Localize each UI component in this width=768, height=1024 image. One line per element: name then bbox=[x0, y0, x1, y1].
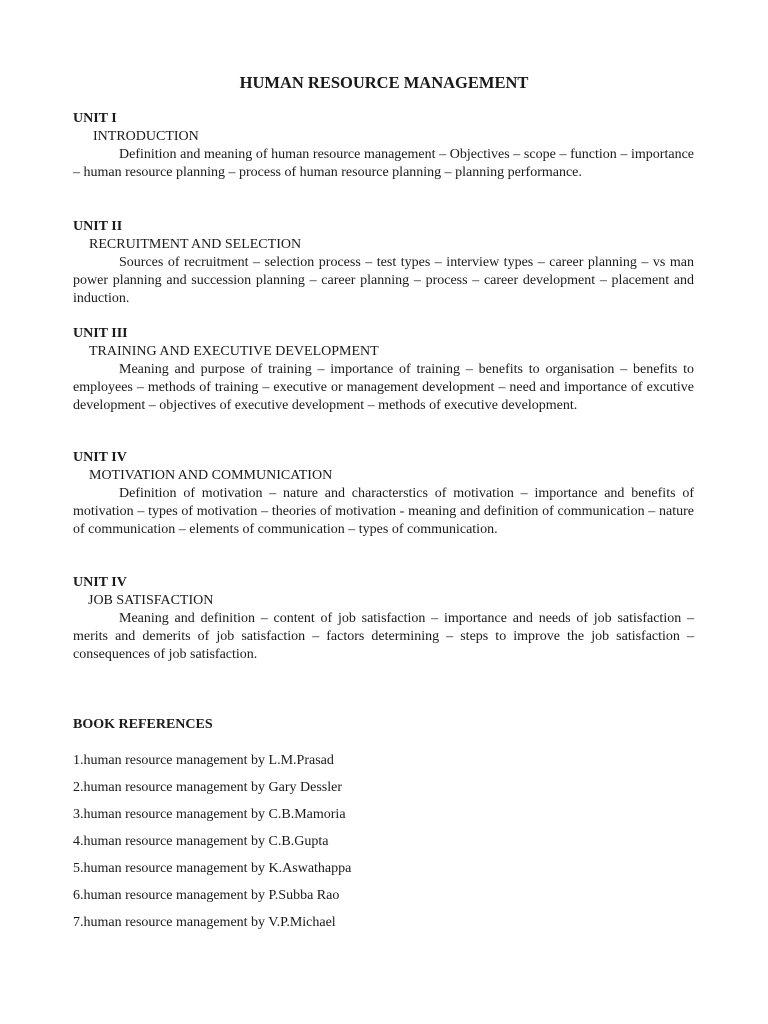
reference-item: 5.human resource management by K.Aswathappa bbox=[73, 861, 352, 876]
unit-heading: UNIT IV bbox=[73, 575, 127, 590]
unit-2-section bbox=[73, 218, 694, 308]
unit-heading: UNIT III bbox=[73, 326, 128, 341]
reference-item: 4.human resource management by C.B.Gupta bbox=[73, 834, 329, 849]
unit-description: Definition and meaning of human resource management – Objectives – scope – function – importance – human resource planning – process of human resource planning – planning performance. bbox=[73, 147, 694, 180]
reference-item: 3.human resource management by C.B.Mamoria bbox=[73, 807, 346, 822]
unit-description: Definition of motivation – nature and characterstics of motivation – importance and benefits of motivation – types of motivation – theories of motivation - meaning and definition of communication – nature of communication – elements of communication – types of communication. bbox=[73, 486, 694, 537]
unit-description: Sources of recruitment – selection process – test types – interview types – career planning – vs man power planning and succession planning – career planning – process – career development – placement and induction. bbox=[73, 255, 694, 306]
unit-subtitle: INTRODUCTION bbox=[93, 129, 199, 144]
reference-item: 2.human resource management by Gary Dessler bbox=[73, 780, 343, 795]
unit-heading: UNIT II bbox=[73, 219, 123, 234]
reference-item: 1.human resource management by L.M.Prasad bbox=[73, 753, 334, 768]
unit-description: Meaning and definition – content of job satisfaction – importance and needs of job satisfaction – merits and demerits of job satisfaction – factors determining – steps to improve the job satisfaction – consequences of job satisfaction. bbox=[73, 611, 694, 662]
book-references-list bbox=[73, 752, 351, 941]
unit-subtitle: JOB SATISFACTION bbox=[88, 593, 214, 608]
unit-4-section bbox=[73, 449, 694, 539]
unit-description: Meaning and purpose of training – importance of training – benefits to organisation – benefits to employees – methods of training – executive or management development – need and importance of excutive development – objectives of executive development – methods of executive development. bbox=[73, 362, 694, 413]
unit-subtitle: RECRUITMENT AND SELECTION bbox=[89, 237, 302, 252]
reference-item: 6.human resource management by P.Subba Rao bbox=[73, 888, 340, 903]
reference-item: 7.human resource management by V.P.Michael bbox=[73, 915, 336, 930]
unit-heading: UNIT I bbox=[73, 111, 117, 126]
book-references-heading: BOOK REFERENCES bbox=[73, 717, 213, 732]
unit-1-section bbox=[73, 110, 694, 182]
document-title: HUMAN RESOURCE MANAGEMENT bbox=[239, 73, 529, 92]
unit-subtitle: MOTIVATION AND COMMUNICATION bbox=[89, 468, 333, 483]
unit-5-section bbox=[73, 574, 694, 664]
unit-3-section bbox=[73, 325, 694, 415]
unit-heading: UNIT IV bbox=[73, 450, 127, 465]
unit-subtitle: TRAINING AND EXECUTIVE DEVELOPMENT bbox=[89, 344, 379, 359]
